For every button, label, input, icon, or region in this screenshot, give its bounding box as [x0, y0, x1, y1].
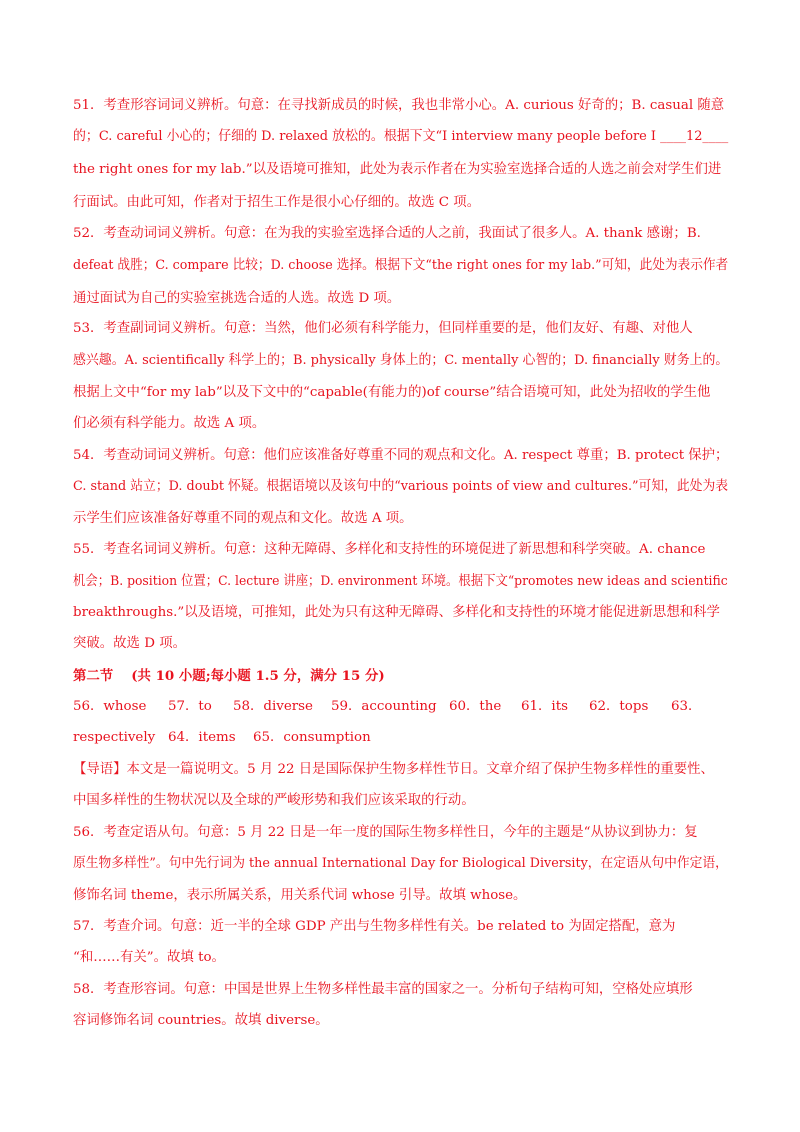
text-line: the right ones for my lab.”以及语境可推知，此处为表示作者在为实验室选择合适的人选之前会对学生们进: [73, 162, 722, 177]
answer-item: 56．whose: [73, 699, 147, 714]
text-line: 51．考查形容词词义辨析。句意：在寻找新成员的时候，我也非常小心。A. curious 好奇的；B. casual 随意: [73, 98, 725, 113]
answer-item: 60．the: [449, 699, 502, 714]
answer-item: 59．accounting: [331, 699, 437, 714]
text-line: 【导语】本文是一篇说明文。5 月 22 日是国际保护生物多样性节日。文章介绍了保护生物多样性的重要性、: [73, 762, 714, 777]
text-line: 机会；B. position 位置；C. lecture 讲座；D. environment 环境。根据下文“promotes new ideas and scientific: [73, 574, 728, 589]
text-line: 感兴趣。A. scientifically 科学上的；B. physically 身体上的；C. mentally 心智的；D. financially 财务上的。: [73, 353, 729, 368]
text-line: 58．考查形容词。句意：中国是世界上生物多样性最丰富的国家之一。分析句子结构可知，空格处应填形: [73, 982, 693, 997]
text-line: 57．考查介词。句意：近一半的全球 GDP 产出与生物多样性有关。be related to 为固定搭配，意为: [73, 919, 676, 934]
text-line: 54．考查动词词义辨析。句意：他们应该准备好尊重不同的观点和文化。A. respect 尊重；B. protect 保护；: [73, 448, 729, 463]
text-line: 原生物多样性”。句中先行词为 the annual International Day for Biological Diversity，在定语从句中作定语，: [73, 856, 728, 871]
answer-item: 61．its: [521, 699, 568, 714]
answer-item: 63．: [671, 699, 702, 714]
text-line: 通过面试为自己的实验室挑选合适的人选。故选 D 项。: [73, 291, 401, 306]
text-line: “和……有关”。故填 to。: [73, 950, 225, 965]
text-line: 示学生们应该准备好尊重不同的观点和文化。故选 A 项。: [73, 511, 413, 526]
text-line: C. stand 站立；D. doubt 怀疑。根据语境以及该句中的“various points of view and cultures.”可知，此处为表: [73, 479, 729, 494]
text-line: 行面试。由此可知，作者对于招生工作是很小心仔细的。故选 C 项。: [73, 195, 481, 210]
text-line: defeat 战胜；C. compare 比较；D. choose 选择。根据下文“the right ones for my lab.”可知，此处为表示作者: [73, 258, 729, 273]
answer-item: 64．items: [168, 730, 236, 745]
text-line: 容词修饰名词 countries。故填 diverse。: [73, 1013, 329, 1028]
section-heading: 第二节 (共 10 小题;每小题 1.5 分，满分 15 分): [73, 668, 385, 684]
text-line: 55．考查名词词义辨析。句意：这种无障碍、多样化和支持性的环境促进了新思想和科学突破。A. chance: [73, 542, 706, 557]
answer-item: respectively: [73, 730, 156, 745]
text-line: 们必须有科学能力。故选 A 项。: [73, 416, 266, 431]
text-line: 53．考查副词词义辨析。句意：当然，他们必须有科学能力，但同样重要的是，他们友好、有趣、对他人: [73, 321, 693, 336]
text-line: breakthroughs.”以及语境，可推知，此处为只有这种无障碍、多样化和支持性的环境才能促进新思想和科学: [73, 605, 720, 620]
text-line: 中国多样性的生物状况以及全球的严峻形势和我们应该采取的行动。: [73, 793, 475, 808]
answer-item: 65．consumption: [253, 730, 371, 745]
answer-item: 62．tops: [589, 699, 649, 714]
text-line: 56．考查定语从句。句意：5 月 22 日是一年一度的国际生物多样性日，今年的主题是“从协议到协力：复: [73, 825, 698, 840]
answer-item: 58．diverse: [233, 699, 313, 714]
text-line: 修饰名词 theme，表示所属关系，用关系代词 whose 引导。故填 whose。: [73, 888, 527, 903]
text-line: 52．考查动词词义辨析。句意：在为我的实验室选择合适的人之前，我面试了很多人。A. thank 感谢；B.: [73, 226, 701, 241]
answer-item: 57．to: [168, 699, 212, 714]
text-line: 突破。故选 D 项。: [73, 636, 186, 651]
text-line: 根据上文中“for my lab”以及下文中的“capable(有能力的)of course”结合语境可知，此处为招收的学生他: [73, 385, 711, 400]
text-line: 的；C. careful 小心的；仔细的 D. relaxed 放松的。根据下文“I interview many people before I ____12____: [73, 129, 729, 144]
